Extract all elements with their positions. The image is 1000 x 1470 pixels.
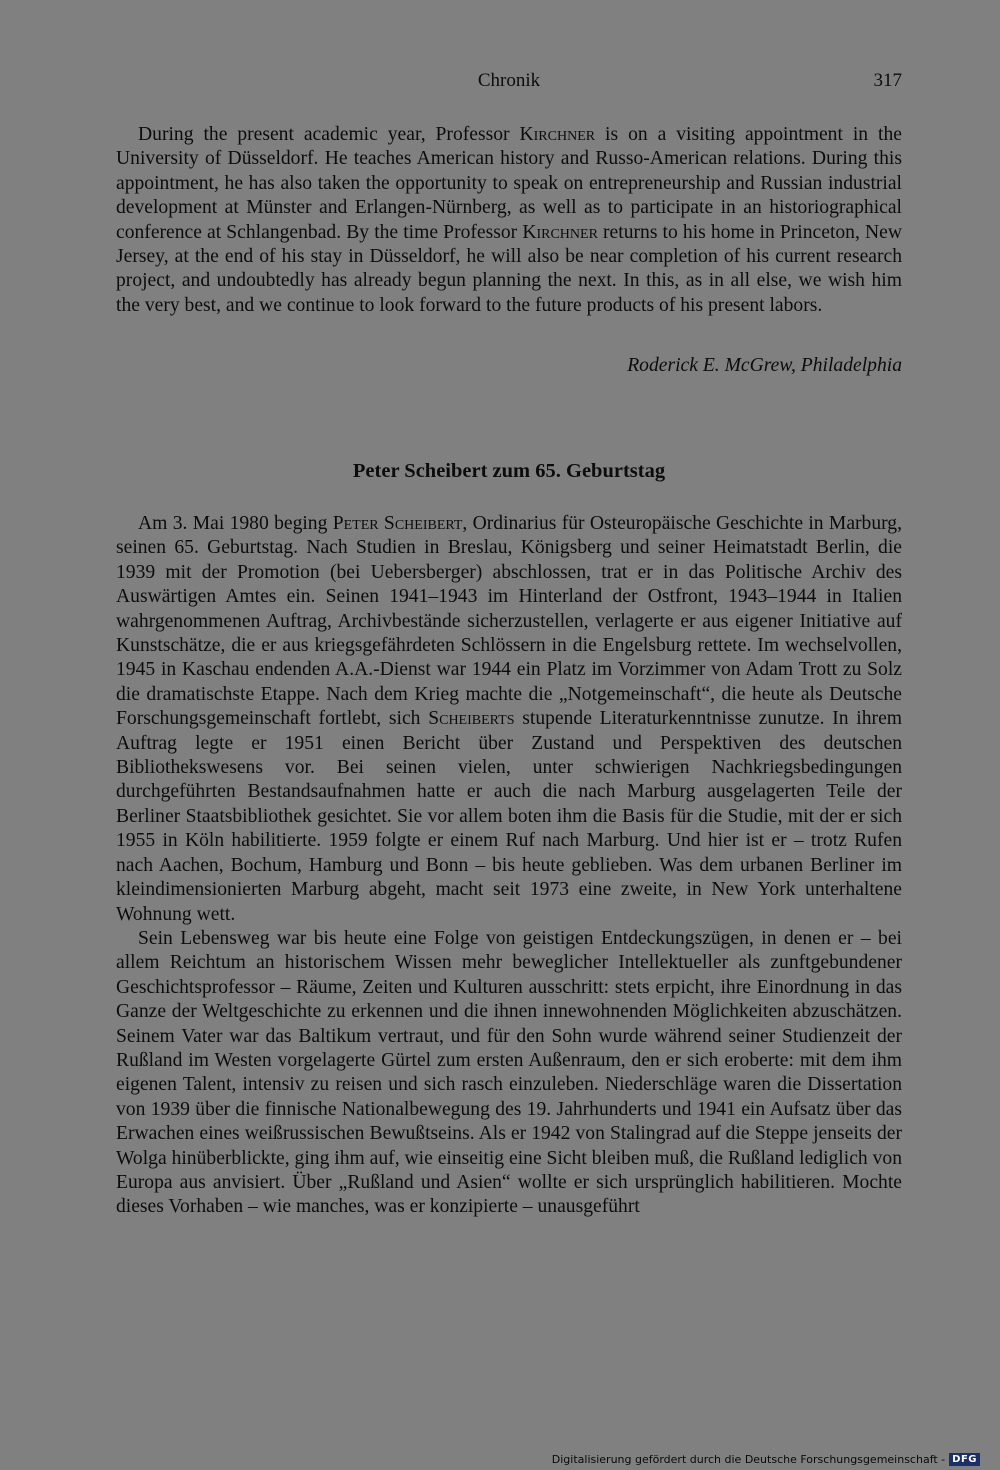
tribute-scheibert-text — [116, 512, 902, 1220]
text-run: During the present academic year, Professor — [138, 124, 520, 145]
paragraph — [116, 512, 902, 927]
text-run: stupende Literaturkenntnisse zunutze. In ihrem Auftrag legte er 1951 einen Bericht über Zustand und Perspektiven des deutschen Bibliothekswesens vor. Bei seinen vielen, unter schwierigen Nachkriegsbedingungen durchgeführten Bestandsaufnahmen hatte er auch die nach Marburg ausgelagerten Teile der Berliner Staatsbibliothek gesichtet. Sie vor allem boten ihm die Basis für die Studie, mit der er sich 1955 in Köln habilitierte. 1959 folgte er einem Ruf nach Marburg. Und hier ist er – trotz Rufen nach Aachen, Bochum, Hamburg und Bonn – bis heute geblieben. Was dem urbanen Berliner im kleindimensionierten Marburg abgeht, macht seit 1973 eine zweite, in New York unterhaltene Wohnung wett. — [116, 708, 903, 925]
running-title: Chronik — [477, 70, 541, 91]
section-heading: Peter Scheibert zum 65. Geburtstag — [352, 460, 666, 482]
text-run: Am 3. Mai 1980 beging — [138, 513, 333, 534]
text-run: returns to his home in Princeton, New Jersey, at the end of his stay in Düsseldorf, he will also be near completion of his current research project, and undoubtedly has already begun planning the next. In this, as in all else, we wish him the very best, and we continue to look forward to the future products of his present labors. — [116, 221, 902, 316]
text-run: Sein Lebensweg war bis heute eine Folge von geistigen Entdeckungszügen, in denen er – bei allem Reichtum an historischem Wissen mehr beweglicher Intellektueller als zunftgebundener Geschichtsprofessor – Räume, Zeiten und Kulturen ausschritt: stets erpicht, ihre Einordnung in das Ganze der Weltgeschichte zu erkennen und die ihnen innewohnenden Möglichkeiten abzuschätzen. Seinem Vater war das Baltikum vertraut, und für den Sohn wurde während seiner Studienzeit der Rußland im Westen vorgelagerte Gürtel zum ersten Außenraum, den er sich eroberte: mit dem ihm eigenen Talent, intensiv zu reisen und sich rasch einzuleben. Niederschläge waren die Dissertation von 1939 über die finnische Nationalbewegung des 19. Jahrhunderts und 1941 ein Aufsatz über das Erwachen eines weißrussischen Bewußtseins. Als er 1942 von Stalingrad auf die Steppe jenseits der Wolga hinüberblickte, ging ihm auf, wie einseitig eine Sicht bleiben muß, die Rußland lediglich von Europa aus anvisiert. Über „Rußland und Asien“ wollte er sich ursprünglich habilitieren. Mochte dieses Vorhaben – wie manches, was er konzipierte – unausgeführt — [116, 927, 902, 1218]
funding-notice: Digitalisierung gefördert durch die Deutsche Forschungsgemeinschaft - — [551, 1453, 946, 1466]
digitization-footer — [552, 1453, 980, 1466]
name-small-caps: Kirchner — [519, 124, 596, 145]
page-number: 317 — [873, 70, 902, 91]
text-run: is on a visiting appointment in the University of Düsseldorf. He teaches American history and Russo-American relations. During this appointment, he has also taken the opportunity to speak on entrepreneurship and Russian industrial development at Münster and Erlangen-Nürnberg, as well as to participate in an historiographical conference at Schlangenbad. By the time Professor — [116, 124, 902, 243]
name-small-caps: Scheiberts — [428, 708, 515, 730]
paragraph — [116, 123, 902, 318]
dfg-logo: DFG — [949, 1453, 980, 1466]
tribute-kirchner-text — [116, 123, 902, 318]
author-signature: Roderick E. McGrew, Philadelphia — [627, 355, 902, 376]
name-small-caps: Peter Scheibert — [332, 513, 463, 534]
running-head — [116, 70, 902, 96]
paragraph — [116, 927, 902, 1220]
text-run: , Ordinarius für Osteuropäische Geschichte in Marburg, seinen 65. Geburtstag. Nach Studien in Breslau, Königsberg und seiner Heimatstadt Berlin, die 1939 mit der Promotion (bei Uebersberger) abschlossen, trat er in das Politische Archiv des Auswärtigen Amtes ein. Seinen 1941–1943 im Hinterland der Ostfront, 1943–1944 in Italien wahrgenommenen Auftrag, Archivbestände sicherzustellen, verlagerte er aus eigener Initiative auf Kunstschätze, die er aus kriegsgefährdeten Schlössern in die Engelsburg rettete. Im wechselvollen, 1945 in Kaschau endenden A.A.-Dienst war 1944 ein Platz im Vorzimmer von Adam Trott zu Solz die dramatischste Etappe. Nach dem Krieg machte die „Notgemeinschaft“, die heute als Deutsche Forschungsgemeinschaft fortlebt, sich — [116, 513, 902, 730]
name-small-caps: Kirchner — [522, 221, 598, 243]
